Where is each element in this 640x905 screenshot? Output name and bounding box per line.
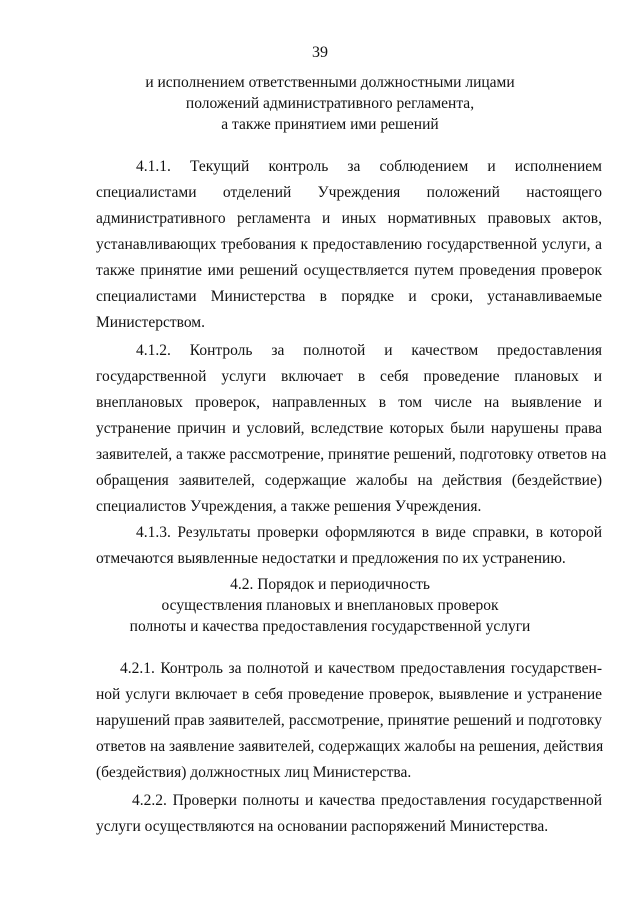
text-line: услуги осуществляются на основании распоряжений Министерства. <box>96 818 549 835</box>
paragraph-4-2-1 <box>96 656 602 786</box>
text-line: ной услуги включает в себя проведение проверок, выявление и устранение <box>96 686 602 703</box>
heading-line: осуществления плановых и внеплановых проверок <box>161 597 499 614</box>
text-line: государственной услуги включает в себя проведение плановых и <box>96 368 602 385</box>
text-line: административного регламента и иных нормативных правовых актов, <box>96 210 602 227</box>
heading-line: положений административного регламента, <box>185 95 475 112</box>
heading-line: а также принятием ими решений <box>221 116 439 133</box>
text-line: обращения заявителей, содержащие жалобы на действия (бездействие) <box>96 472 602 489</box>
text-line: заявителей, а также рассмотрение, принятие решений, подготовку ответов на <box>96 446 607 463</box>
heading-line: и исполнением ответственными должностными лицами <box>145 74 515 91</box>
text-line: специалистами отделений Учреждения положений настоящего <box>96 184 602 201</box>
text-line: 4.2.2. Проверки полноты и качества предоставления государственной <box>132 792 602 809</box>
text-line: Министерством. <box>96 314 205 331</box>
text-line: специалистами Министерства в порядке и сроки, устанавливаемые <box>96 288 602 305</box>
text-line: также принятие ими решений осуществляется путем проведения проверок <box>96 262 602 279</box>
text-line: 4.1.3. Результаты проверки оформляются в виде справки, в которой <box>136 524 602 541</box>
paragraph-4-1-3 <box>96 520 602 572</box>
section-heading-4-2 <box>60 574 600 637</box>
heading-line: 4.2. Порядок и периодичность <box>230 576 430 593</box>
text-line: устранение причин и условий, вследствие которых были нарушены права <box>96 420 602 437</box>
text-line: (бездействия) должностных лиц Министерства. <box>96 764 412 781</box>
paragraph-4-1-1 <box>96 154 602 336</box>
page-number: 39 <box>312 44 328 61</box>
paragraph-4-1-2 <box>96 338 607 520</box>
text-line: отмечаются выявленные недостатки и предложения по их устранению. <box>96 550 566 567</box>
text-line: 4.1.1. Текущий контроль за соблюдением и исполнением <box>136 158 602 175</box>
heading-line: полноты и качества предоставления государственной услуги <box>129 618 531 635</box>
text-line: 4.1.2. Контроль за полнотой и качеством предоставления <box>136 342 602 359</box>
text-line: 4.2.1. Контроль за полнотой и качеством предоставления государствен- <box>120 660 602 677</box>
section-heading-continued <box>60 72 600 135</box>
text-line: устанавливающих требования к предоставлению государственной услуги, а <box>96 236 602 253</box>
text-line: специалистов Учреждения, а также решения Учреждения. <box>96 498 482 515</box>
text-line: нарушений прав заявителей, рассмотрение, принятие решений и подготовку <box>96 712 602 729</box>
text-line: ответов на заявление заявителей, содержащих жалобы на решения, действия <box>96 738 604 755</box>
text-line: внеплановых проверок, направленных в том числе на выявление и <box>96 394 602 411</box>
paragraph-4-2-2 <box>96 788 602 840</box>
